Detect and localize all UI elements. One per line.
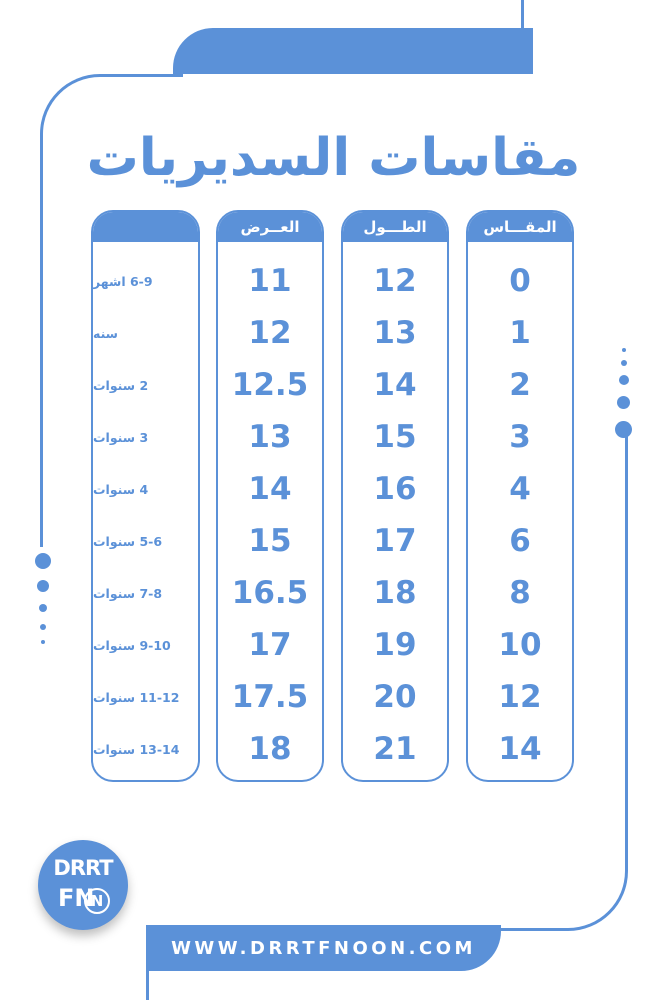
length-column [341,210,449,782]
age-cell: 6-9 اشهر [93,273,153,289]
logo-text-top: DRRT [53,856,113,880]
decor-dot [40,624,46,630]
length-cell: 18 [373,575,417,611]
decor-dot [41,640,45,644]
width-cell: 11 [248,263,292,299]
decor-dot [617,396,630,409]
width-cell: 12 [248,315,292,351]
decor-dot [35,553,51,569]
age-cell: 4 سنوات [93,481,149,497]
size-cell: 6 [509,523,531,559]
width-cell: 17 [248,627,292,663]
length-cell: 21 [373,731,417,767]
length-header: الطـــول [343,212,447,242]
decor-dot [622,348,626,352]
width-column [216,210,324,782]
age-cell: 9-10 سنوات [93,637,171,653]
top-right-line [521,0,524,50]
decor-dot [37,580,49,592]
size-cell: 2 [509,367,531,403]
size-cell: 1 [509,315,531,351]
logo-circle-letter: N [84,888,110,914]
age-cell: 3 سنوات [93,429,149,445]
decor-dot [39,604,47,612]
length-cell: 17 [373,523,417,559]
size-cell: 12 [498,679,542,715]
age-cell: 5-6 سنوات [93,533,163,549]
age-cell: سنه [93,325,118,341]
width-cell: 16.5 [231,575,309,611]
decor-dot [619,375,629,385]
age-cell: 2 سنوات [93,377,149,393]
logo-text-bottom: FN [58,884,95,912]
age-cell: 13-14 سنوات [93,741,180,757]
length-cell: 15 [373,419,417,455]
length-cell: 13 [373,315,417,351]
length-cell: 14 [373,367,417,403]
width-cell: 14 [248,471,292,507]
width-cell: 13 [248,419,292,455]
website-banner [146,925,501,971]
size-cell: 0 [509,263,531,299]
size-header: المقـــاس [468,212,572,242]
size-cell: 14 [498,731,542,767]
age-cell: 7-8 سنوات [93,585,163,601]
size-cell: 8 [509,575,531,611]
top-banner-shape [173,28,533,74]
width-cell: 15 [248,523,292,559]
size-cell: 3 [509,419,531,455]
size-column [466,210,574,782]
age-cell: 11-12 سنوات [93,689,180,705]
length-cell: 12 [373,263,417,299]
length-cell: 20 [373,679,417,715]
size-cell: 4 [509,471,531,507]
width-cell: 17.5 [231,679,309,715]
decor-dot [615,421,632,438]
size-cell: 10 [498,627,542,663]
brand-logo [38,840,128,930]
width-cell: 18 [248,731,292,767]
width-cell: 12.5 [231,367,309,403]
page-title: مقاسات السديريات [86,128,581,188]
decor-dot [621,360,627,366]
length-cell: 19 [373,627,417,663]
age-header [93,212,198,242]
website-link[interactable]: WWW.DRRTFNOON.COM [171,937,476,959]
width-header: العــرض [218,212,322,242]
length-cell: 16 [373,471,417,507]
age-column [91,210,200,782]
